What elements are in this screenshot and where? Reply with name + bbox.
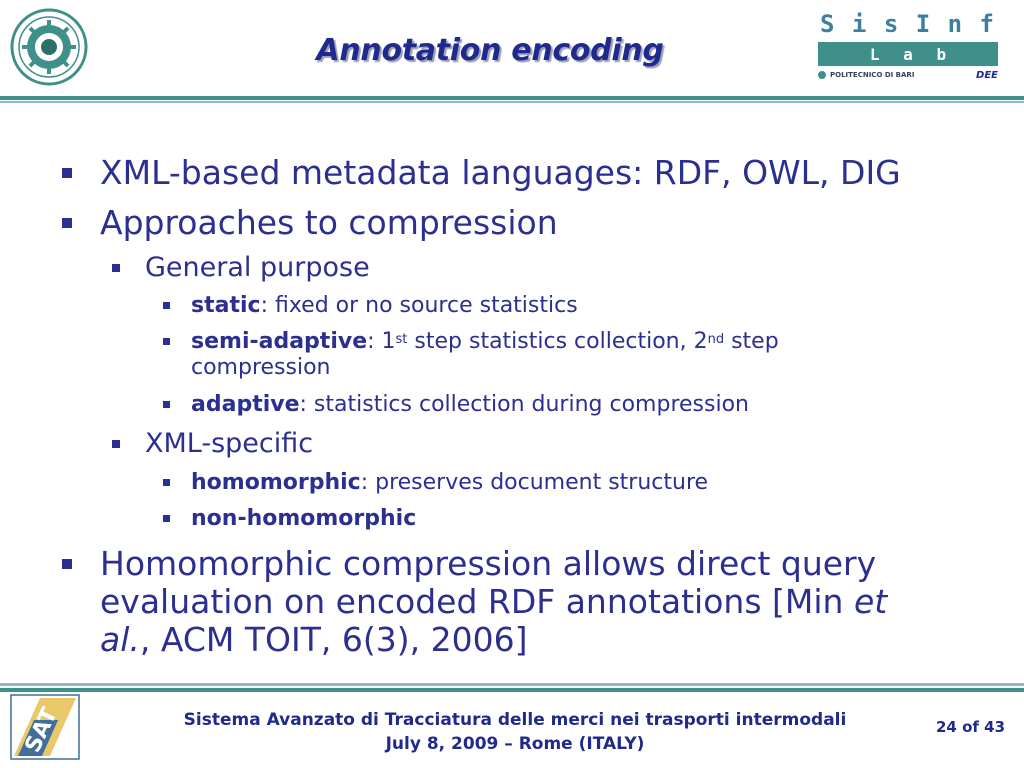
bullet-square-icon (62, 559, 72, 569)
bullet-square-icon (62, 168, 72, 178)
bullet-square-icon (163, 401, 170, 408)
italic-text: et (853, 582, 888, 621)
institution-label: POLITECNICO DI BARI (830, 71, 915, 79)
bullet-square-icon (163, 479, 170, 486)
logo-letter: a (903, 44, 913, 64)
lab-logo-footer (818, 68, 998, 82)
ordinal-superscript: nd (707, 332, 725, 347)
footer-project-title: Sistema Avanzato di Tracciatura delle merci nei trasporti intermodali (183, 710, 847, 730)
sisinf-lab-logo (818, 10, 998, 86)
term-non-homomorphic: non-homomorphic (191, 506, 417, 531)
term-description: : preserves document structure (360, 470, 709, 495)
logo-letter: f (979, 10, 996, 38)
term-homomorphic: homomorphic (191, 470, 361, 495)
term-description: : fixed or no source statistics (260, 293, 578, 318)
bullet-text-continuation (100, 622, 527, 658)
header-divider (0, 96, 1024, 100)
term-description: : statistics collection during compression (299, 392, 749, 417)
header-divider-light (0, 101, 1024, 103)
bullet-square-icon (163, 515, 170, 522)
bullet-text: XML-specific (145, 428, 314, 459)
page-indicator: 24 of 43 (936, 718, 1006, 736)
bullet-text: General purpose (145, 252, 370, 283)
term-static: static (191, 293, 261, 318)
dept-label: DEE (976, 69, 998, 81)
logo-letter: n (947, 10, 965, 38)
bullet-text (191, 392, 749, 418)
term-description: step statistics collection, 2 (407, 329, 708, 354)
footer-date-location: July 8, 2009 – Rome (ITALY) (385, 734, 645, 754)
bullet-square-icon (62, 218, 72, 228)
sat-logo-icon (10, 694, 80, 760)
footer-divider (0, 688, 1024, 692)
bullet-square-icon (112, 440, 120, 448)
logo-letter: b (936, 44, 947, 64)
term-adaptive: adaptive (191, 392, 300, 417)
svg-text:SAT: SAT (20, 704, 63, 757)
bullet-text: Homomorphic compression allows direct query (100, 544, 877, 583)
bullet-text (191, 329, 779, 355)
lab-logo-top (820, 10, 996, 42)
bullet-text-continuation: compression (191, 355, 331, 380)
slide-title: Annotation encoding (316, 33, 664, 68)
bullet-text-continuation (100, 584, 887, 620)
bullet-square-icon (163, 302, 170, 309)
term-semi-adaptive: semi-adaptive (191, 329, 368, 354)
logo-letter: I (915, 10, 933, 38)
lab-logo-band (818, 42, 998, 66)
bullet-text: Approaches to compression (100, 203, 558, 242)
bullet-square-icon (163, 338, 170, 345)
logo-letter: i (851, 10, 869, 38)
bullet-text: XML-based metadata languages: RDF, OWL, DIG (100, 153, 901, 192)
term-description: step (724, 329, 779, 354)
poliba-dot-icon (818, 71, 826, 79)
logo-letter: S (820, 10, 837, 38)
bullet-square-icon (112, 264, 120, 272)
footer-text (110, 708, 920, 756)
footer-divider-light (0, 683, 1024, 686)
bullet-text-part: evaluation on encoded RDF annotations [Min (100, 582, 854, 621)
term-description: : 1 (367, 329, 396, 354)
logo-letter: s (883, 10, 901, 38)
ordinal-superscript: st (395, 332, 408, 347)
italic-text: al. (100, 620, 140, 659)
citation-text: , ACM TOIT, 6(3), 2006] (139, 620, 528, 659)
bullet-text (191, 470, 708, 496)
logo-letter: L (869, 44, 880, 64)
bullet-text (191, 293, 578, 319)
